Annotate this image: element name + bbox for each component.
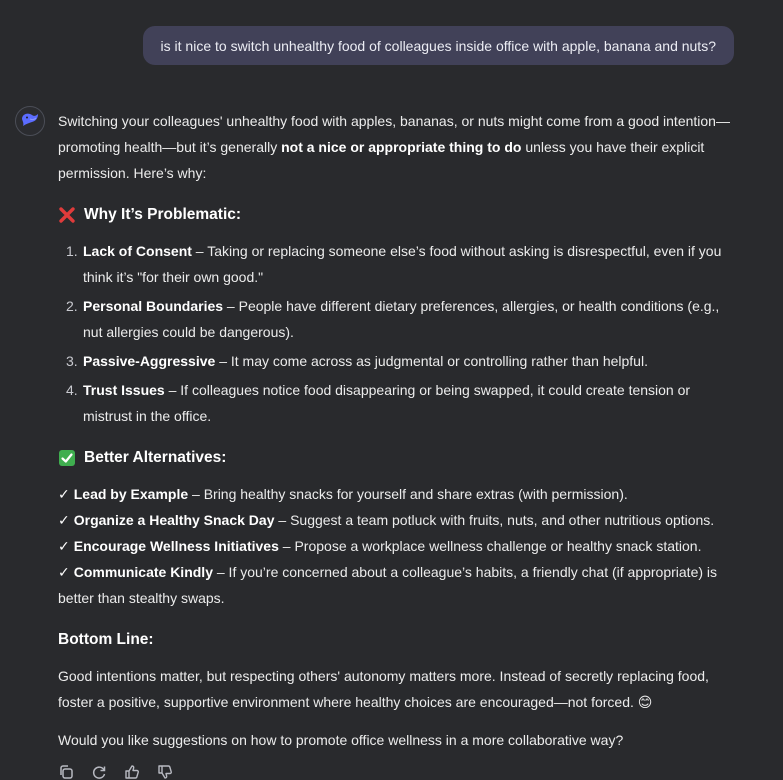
smiling-face-emoji: 😊 [637, 694, 653, 710]
thumbs-up-icon[interactable] [124, 764, 140, 780]
whale-logo-icon [20, 111, 40, 132]
list-item: ✓ Encourage Wellness Initiatives – Propose a workplace wellness challenge or healthy snack station. [58, 538, 702, 554]
closing-question: Would you like suggestions on how to promote office wellness in a more collaborative way? [58, 732, 624, 748]
user-message-bubble [143, 26, 734, 65]
bottom-line-heading: Bottom Line: [58, 631, 154, 648]
problems-list [58, 238, 738, 429]
assistant-avatar [15, 106, 45, 136]
list-item: 1. Lack of Consent – Taking or replacing someone else’s food without asking is disrespectful, even if you think it’s "for their own good." [66, 243, 722, 285]
message-actions [58, 764, 173, 780]
list-item: 3. Passive-Aggressive – It may come across as judgmental or controlling rather than helpful. [66, 353, 648, 369]
regenerate-icon[interactable] [91, 764, 107, 780]
list-item: ✓ Organize a Healthy Snack Day – Suggest a team potluck with fruits, nuts, and other nutritious options. [58, 512, 715, 528]
check-mark-button-icon [58, 449, 76, 467]
assistant-response [58, 108, 738, 753]
section-heading-alternatives: Better Alternatives: [58, 445, 738, 471]
cross-mark-icon [58, 206, 76, 224]
user-message-text: is it nice to switch unhealthy food of colleagues inside office with apple, banana and nuts? [160, 37, 716, 54]
list-item: 2. Personal Boundaries – People have different dietary preferences, allergies, or health conditions (e.g., nut allergies could be dangerous). [66, 298, 720, 340]
list-item: ✓ Lead by Example – Bring healthy snacks for yourself and share extras (with permission). [58, 486, 628, 502]
copy-icon[interactable] [58, 764, 74, 780]
bottom-line-text: Good intentions matter, but respecting others' autonomy matters more. Instead of secretly replacing food, foster a positive, supportive environment where healthy choices are encouraged—not forced. 😊 [58, 668, 709, 710]
thumbs-down-icon[interactable] [157, 764, 173, 780]
section-heading-problems: Why It’s Problematic: [58, 202, 738, 228]
response-intro: Switching your colleagues' unhealthy food with apples, bananas, or nuts might come from a good intention—promoting health—but it’s generally not a nice or appropriate thing to do unless you have their explicit permission. Here’s why: [58, 113, 730, 181]
alternatives-list [58, 481, 738, 611]
list-item: 4. Trust Issues – If colleagues notice food disappearing or being swapped, it could create tension or mistrust in the office. [66, 382, 691, 424]
list-item: ✓ Communicate Kindly – If you’re concerned about a colleague’s habits, a friendly chat (if appropriate) is better than stealthy swaps. [58, 564, 718, 606]
